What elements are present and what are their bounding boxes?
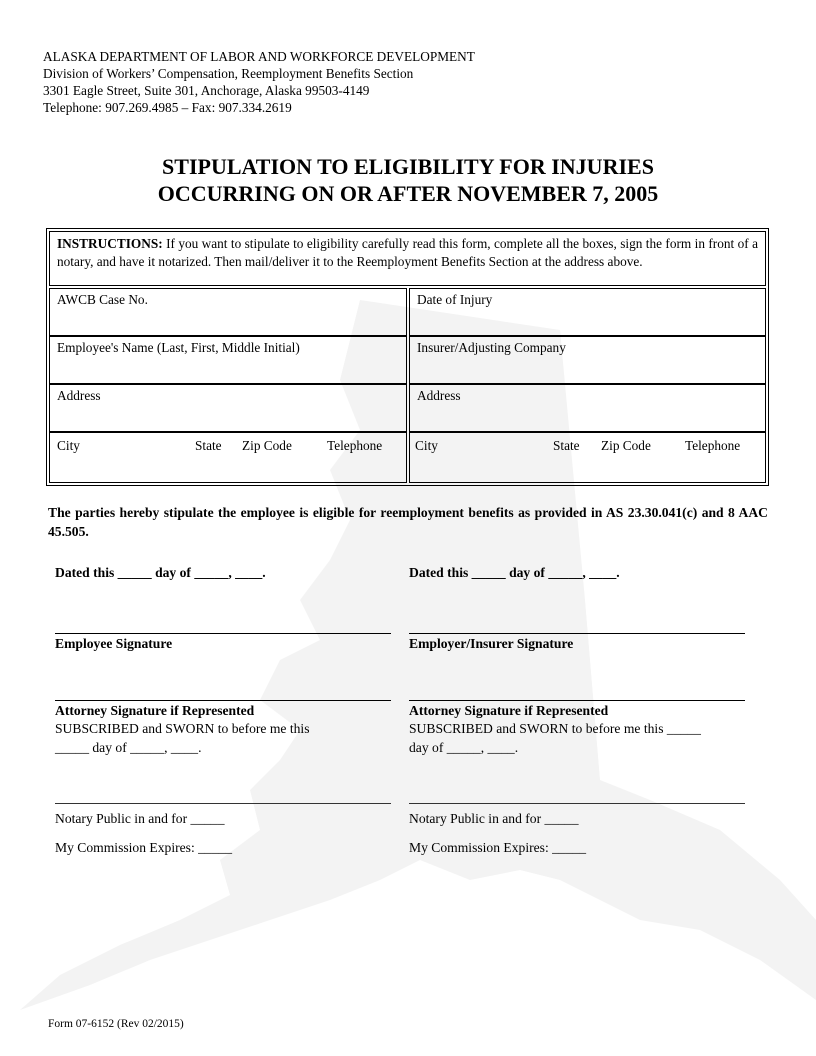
insurer-zip-label: Zip Code [601,438,651,453]
employee-name-label: Employee's Name (Last, First, Middle Initial) [57,340,300,355]
employee-telephone-label: Telephone [327,438,383,453]
employee-zip-label: Zip Code [242,438,292,453]
insurer-address-field[interactable] [409,384,766,432]
employee-city-label: City [57,438,80,453]
case-number-field[interactable] [49,288,407,336]
employee-attorney-label: Attorney Signature if Represented [55,703,255,718]
employee-state-label: State [195,438,222,453]
employer-notary-signature-line[interactable] [409,803,745,804]
date-of-injury-field[interactable] [409,288,766,336]
employee-sworn-line-2[interactable]: _____ day of _____, ____. [55,740,202,755]
employer-attorney-label: Attorney Signature if Represented [409,703,609,718]
employee-name-field[interactable] [49,336,407,384]
division-name: Division of Workers’ Compensation, Reemployment Benefits Section [43,66,414,81]
employer-signature-line[interactable] [409,633,745,634]
employer-signature-label: Employer/Insurer Signature [409,636,574,651]
agency-address: 3301 Eagle Street, Suite 301, Anchorage, Alaska 99503-4149 [43,83,370,98]
employer-sworn-line-2[interactable]: day of _____, ____. [409,740,519,755]
form-title [0,153,816,207]
case-info-table [46,228,769,486]
employee-city-row[interactable] [49,432,407,483]
employee-notary-signature-line[interactable] [55,803,391,804]
employee-commission-line[interactable]: My Commission Expires: _____ [55,840,233,855]
date-of-injury-label: Date of Injury [417,292,493,307]
stipulation-statement: The parties hereby stipulate the employee is eligible for reemployment benefits as provided in AS 23.30.041(c) and 8 AAC 45.505. [48,505,768,539]
agency-phone: Telephone: 907.269.4985 – Fax: 907.334.2619 [43,100,292,115]
employer-dated-line[interactable]: Dated this _____ day of _____, ____. [409,565,620,580]
employee-signature-line[interactable] [55,633,391,634]
instructions-label: INSTRUCTIONS: [57,236,163,251]
employee-address-label: Address [57,388,101,403]
insurer-telephone-label: Telephone [685,438,741,453]
case-number-label: AWCB Case No. [57,292,148,307]
insurer-city-label: City [415,438,438,453]
instructions-text: If you want to stipulate to eligibility carefully read this form, complete all the boxes, sign the form in front of a notary, and have it notarized. Then mail/deliver it to the Reemployment Benefits Section at the address above. [57,236,758,269]
employee-dated-line[interactable]: Dated this _____ day of _____, ____. [55,565,266,580]
employee-attorney-signature-line[interactable] [55,700,391,701]
insurer-field[interactable] [409,336,766,384]
employee-address-field[interactable] [49,384,407,432]
employer-attorney-signature-line[interactable] [409,700,745,701]
insurer-label: Insurer/Adjusting Company [417,340,566,355]
employee-signature-label: Employee Signature [55,636,173,651]
employee-notary-line[interactable]: Notary Public in and for _____ [55,811,225,826]
agency-header [43,48,475,116]
employer-sworn-line-1[interactable]: SUBSCRIBED and SWORN to before me this _____ [409,721,701,736]
employer-commission-line[interactable]: My Commission Expires: _____ [409,840,587,855]
insurer-address-label: Address [417,388,461,403]
insurer-state-label: State [553,438,580,453]
instructions-box [49,231,766,286]
title-line-1: STIPULATION TO ELIGIBILITY FOR INJURIES [162,154,654,179]
insurer-city-row[interactable] [409,432,766,483]
form-number: Form 07-6152 (Rev 02/2015) [48,1018,184,1030]
agency-name: ALASKA DEPARTMENT OF LABOR AND WORKFORCE DEVELOPMENT [43,49,475,64]
title-line-2: OCCURRING ON OR AFTER NOVEMBER 7, 2005 [157,181,659,206]
employer-notary-line[interactable]: Notary Public in and for _____ [409,811,579,826]
employee-sworn-line-1: SUBSCRIBED and SWORN to before me this [55,721,310,736]
